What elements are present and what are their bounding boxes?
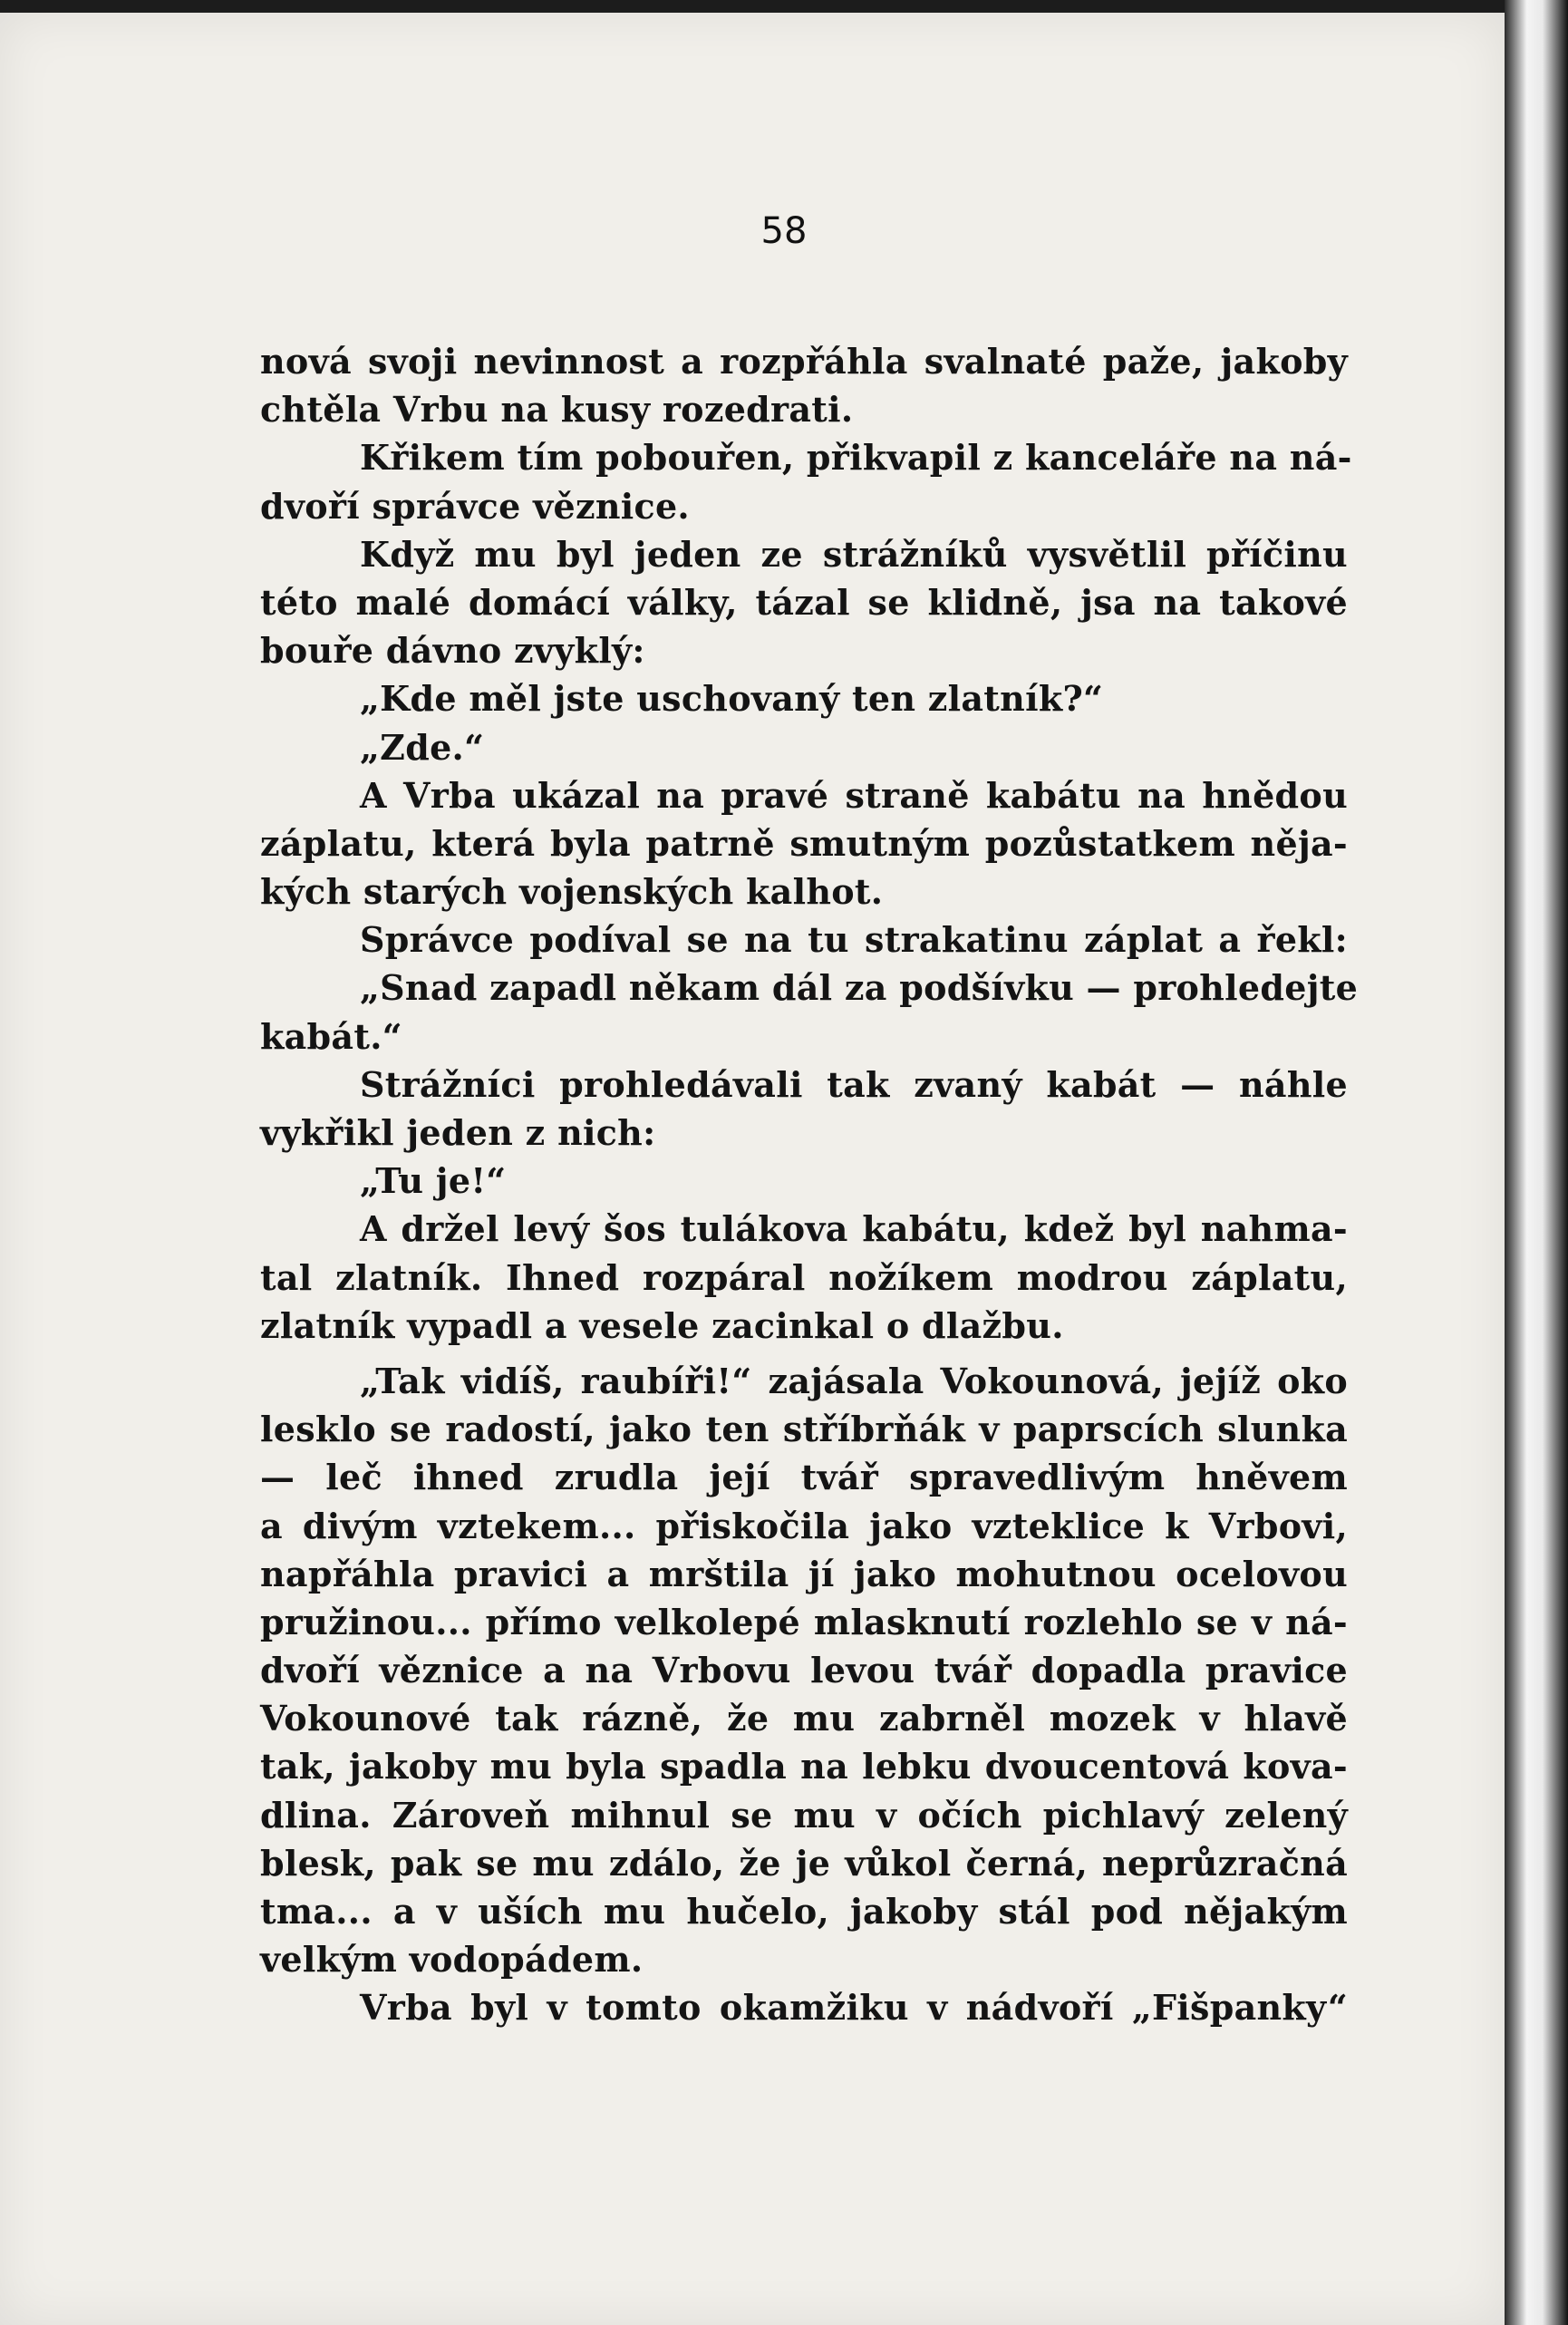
text-line: vykřikl jeden z nich: [260,1112,656,1153]
text-line: tal zlatník. Ihned rozpáral nožíkem modrou záplatu, [260,1256,1348,1298]
text-line: „Tak vidíš, raubíři!“ zajásala Vokounová, jejíž oko [360,1360,1348,1401]
text-line: Křikem tím pobouřen, přikvapil z kanceláře na ná- [360,437,1352,479]
text-line: pružinou... přímo velkolepé mlasknutí rozlehlo se v ná- [260,1601,1348,1642]
text-line: Vrba byl v tomto okamžiku v nádvoří „Fišpanky“ [360,1987,1348,2029]
body-text [260,337,1359,2032]
text-line: Správce podíval se na tu strakatinu záplat a řekl: [360,919,1348,961]
text-line: nová svoji nevinnost a rozpřáhla svalnaté paže, jakoby [260,341,1348,382]
text-line: kých starých vojenských kalhot. [260,871,884,913]
text-line: lesklo se radostí, jako ten stříbrňák v paprscích slunka [260,1409,1348,1450]
text-line: — leč ihned zrudla její tvář spravedlivým hněvem [260,1457,1348,1498]
text-line: bouře dávno zvyklý: [260,630,645,672]
text-line: napřáhla pravici a mrštila jí jako mohutnou ocelovou [260,1553,1348,1594]
text-line: „Snad zapadl někam dál za podšívku — prohledejte [360,967,1359,1009]
text-line: tma... a v uších mu hučelo, jakoby stál pod nějakým [260,1891,1348,1932]
text-line: Když mu byl jeden ze strážníků vysvětlil příčinu [360,533,1348,575]
text-line: dvoří správce věznice. [260,485,690,527]
book-spine-edge [1505,0,1568,2325]
text-line: chtěla Vrbu na kusy rozedrati. [260,389,854,431]
text-line: dvoří věznice a na Vrbovu levou tvář dopadla pravice [260,1650,1348,1691]
text-line: A Vrba ukázal na pravé straně kabátu na hnědou [360,774,1348,816]
page-number: 58 [760,210,808,252]
text-line: záplatu, která byla patrně smutným pozůstatkem něja- [260,822,1348,864]
text-line: blesk, pak se mu zdálo, že je vůkol černá, neprůzračná [260,1842,1348,1884]
text-line: velkým vodopádem. [260,1939,644,1981]
text-line: „Tu je!“ [360,1160,507,1202]
text-line: Vokounové tak rázně, že mu zabrněl mozek v hlavě [260,1698,1348,1739]
text-line: této malé domácí války, tázal se klidně, jsa na takové [260,581,1348,623]
text-line: dlina. Zároveň mihnul se mu v očích pichlavý zelený [260,1794,1348,1836]
text-line: Strážníci prohledávali tak zvaný kabát — náhle [360,1063,1348,1105]
text-line: kabát.“ [260,1015,402,1057]
text-line: a divým vztekem... přiskočila jako vzteklice k Vrbovi, [260,1505,1348,1546]
text-line: tak, jakoby mu byla spadla na lebku dvoucentová kova- [260,1746,1348,1787]
text-line: A držel levý šos tulákova kabátu, kdež byl nahma- [360,1208,1348,1250]
text-line: „Kde měl jste uschovaný ten zlatník?“ [360,678,1104,720]
text-line: „Zde.“ [360,726,485,768]
text-line: zlatník vypadl a vesele zacinkal o dlažbu. [260,1304,1064,1346]
